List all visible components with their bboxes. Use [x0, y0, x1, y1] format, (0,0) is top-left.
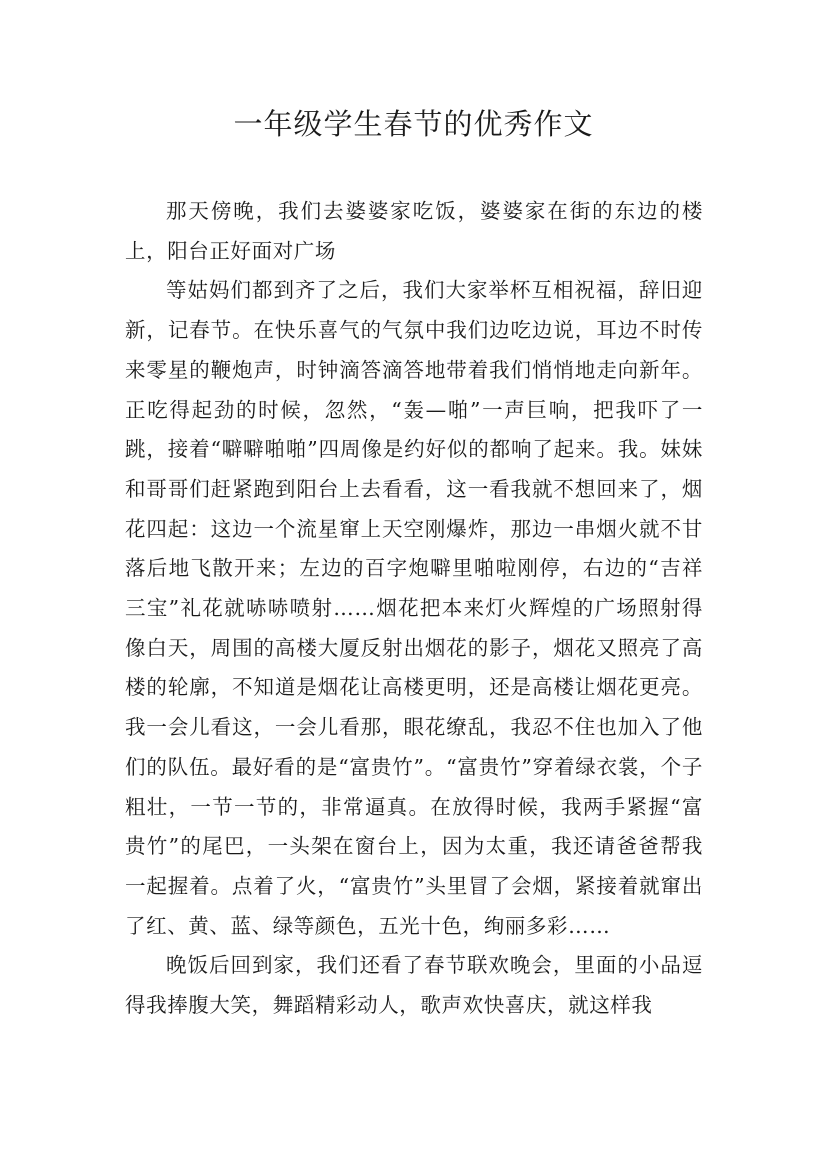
paragraph-3: 晚饭后回到家，我们还看了春节联欢晚会，里面的小品逗得我捧腹大笑，舞蹈精彩动人，歌声欢快喜庆，就这样我 — [125, 953, 703, 1018]
document-title: 一年级学生春节的优秀作文 — [233, 107, 594, 141]
document-body — [125, 192, 703, 1026]
paragraph-2: 等姑妈们都到齐了之后，我们大家举杯互相祝福，辞旧迎新，记春节。在快乐喜气的气氛中我们边吃边说，耳边不时传来零星的鞭炮声，时钟滴答滴答地带着我们悄悄地走向新年。正吃得起劲的时候，忽然，“轰—啪”一声巨响，把我吓了一跳，接着“噼噼啪啪”四周像是约好似的都响了起来。我。妹妹和哥哥们赶紧跑到阳台上去看看，这一看我就不想回来了，烟花四起：这边一个流星窜上天空刚爆炸，那边一串烟火就不甘落后地飞散开来；左边的百字炮噼里啪啦刚停，右边的“吉祥三宝”礼花就哧哧喷射……烟花把本来灯火辉煌的广场照射得像白天，周围的高楼大厦反射出烟花的影子，烟花又照亮了高楼的轮廓，不知道是烟花让高楼更明，还是高楼让烟花更亮。我一会儿看这，一会儿看那，眼花缭乱，我忍不住也加入了他们的队伍。最好看的是“富贵竹”。“富贵竹”穿着绿衣裳，个子粗壮，一节一节的，非常逼真。在放得时候，我两手紧握“富贵竹”的尾巴，一头架在窗台上，因为太重，我还请爸爸帮我一起握着。点着了火，“富贵竹”头里冒了会烟，紧接着就窜出了红、黄、蓝、绿等颜色，五光十色，绚丽多彩…… — [125, 278, 703, 938]
paragraph-1: 那天傍晚，我们去婆婆家吃饭，婆婆家在街的东边的楼上，阳台正好面对广场 — [125, 199, 703, 263]
